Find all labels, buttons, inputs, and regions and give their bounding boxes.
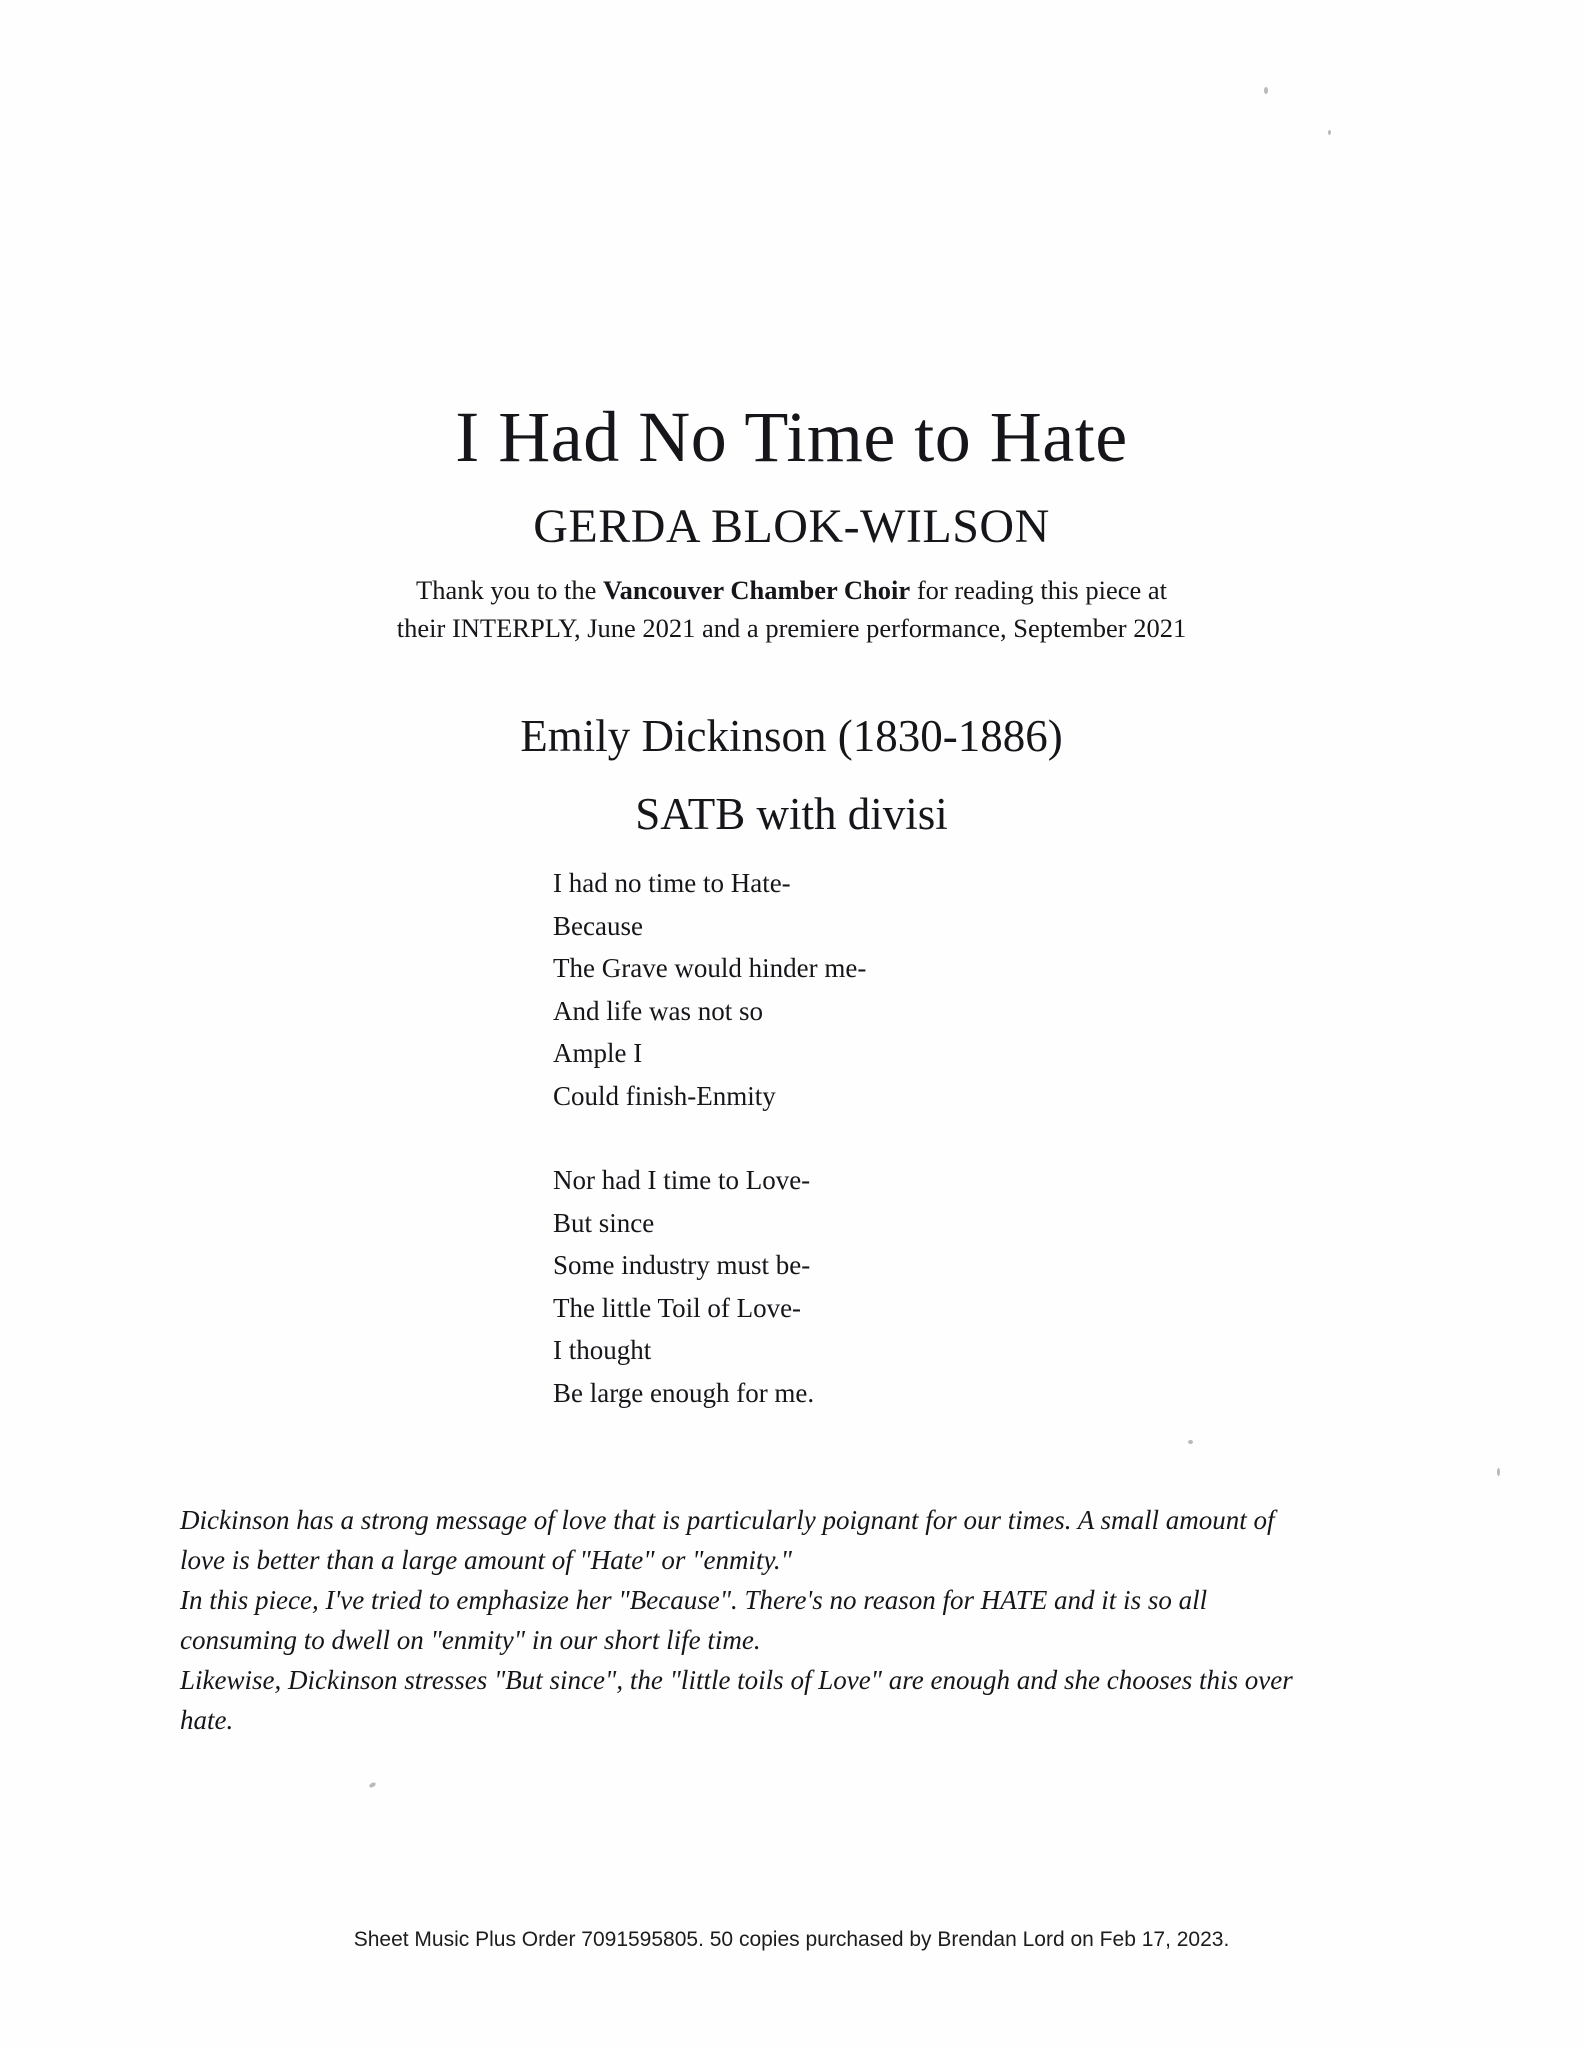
scan-speck: [1188, 1440, 1193, 1444]
purchase-footer: Sheet Music Plus Order 7091595805. 50 copies purchased by Brendan Lord on Feb 17, 2023.: [353, 1928, 1230, 1951]
poem-line: Because: [553, 910, 643, 941]
scan-speck: [1497, 1468, 1500, 1476]
scan-speck: [368, 1782, 376, 1789]
poem-stanza-1: [553, 862, 866, 1117]
page-title: I Had No Time to Hate: [455, 397, 1128, 478]
poem-line: Could finish-Enmity: [553, 1080, 776, 1111]
acknowledgement-prefix: Thank you to the: [416, 575, 603, 605]
poet-credit: Emily Dickinson (1830-1886): [520, 711, 1063, 761]
program-note: [180, 1500, 1320, 1740]
choir-name: Vancouver Chamber Choir: [602, 575, 911, 605]
poem-line: The little Toil of Love-: [553, 1292, 802, 1323]
program-note-paragraph: In this piece, I've tried to emphasize her "Because". There's no reason for HATE and it is so all consuming to dwell on "enmity" in our short life time.: [180, 1585, 1208, 1655]
poem-text: [553, 862, 866, 1414]
composer-name: GERDA BLOK-WILSON: [533, 500, 1050, 553]
acknowledgement-suffix: for reading this piece at: [910, 575, 1167, 605]
poem-line: And life was not so: [553, 995, 763, 1026]
poem-line: Some industry must be-: [553, 1250, 811, 1280]
voicing-label: SATB with divisi: [635, 789, 948, 839]
poem-line: Nor had I time to Love-: [553, 1165, 811, 1195]
poem-line: The Grave would hinder me-: [553, 953, 867, 983]
poem-line: But since: [553, 1207, 655, 1238]
acknowledgement-line-1: [0, 572, 1583, 610]
acknowledgement: [0, 572, 1583, 647]
poem-stanza-2: [553, 1159, 866, 1414]
program-note-paragraph: Likewise, Dickinson stresses "But since", the "little toils of Love" are enough and she chooses this over hate.: [180, 1665, 1293, 1735]
poem-line: Be large enough for me.: [553, 1377, 815, 1408]
scan-speck: [1328, 130, 1331, 135]
poem-line: I had no time to Hate-: [553, 868, 791, 898]
poem-line: Ample I: [553, 1038, 643, 1068]
program-note-paragraph: Dickinson has a strong message of love that is particularly poignant for our times. A small amount of love is better than a large amount of "Hate" or "enmity.": [180, 1505, 1275, 1575]
scan-speck: [1264, 87, 1268, 94]
poem-line: I thought: [553, 1335, 652, 1365]
acknowledgement-line-2: their INTERPLY, June 2021 and a premiere performance, September 2021: [396, 612, 1187, 643]
